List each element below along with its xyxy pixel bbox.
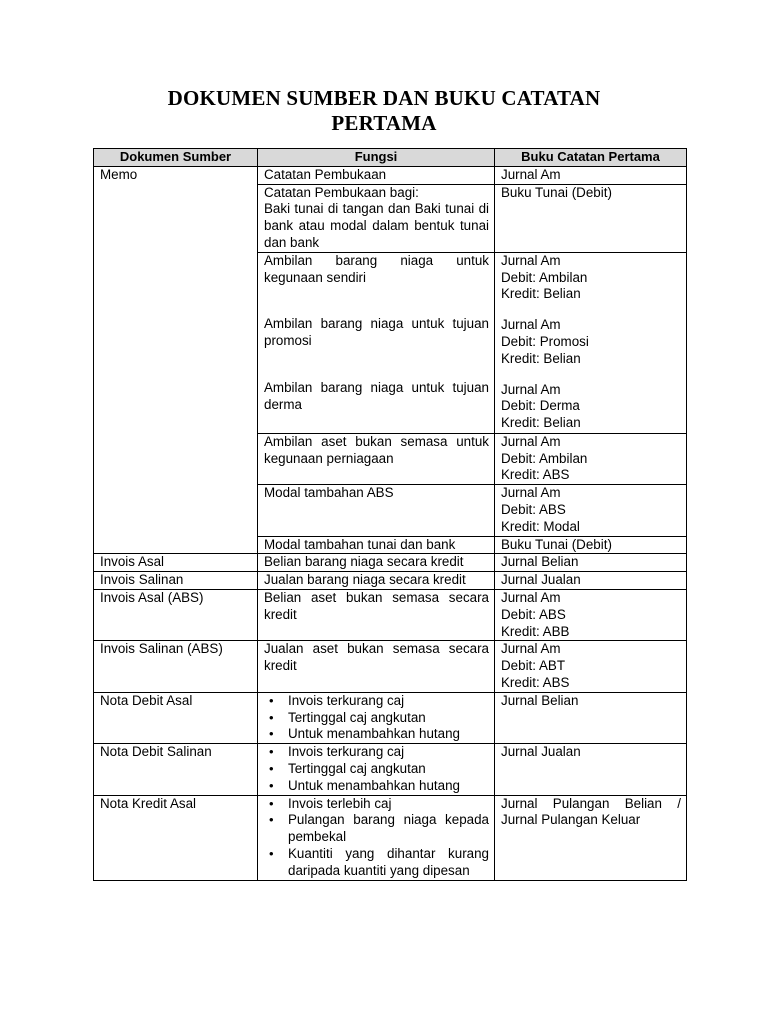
buku-line: Jurnal Am	[501, 252, 561, 268]
fungsi-cell	[258, 744, 495, 795]
list-item: • Untuk menambahkan hutang	[288, 778, 489, 795]
fungsi-cell: Belian aset bukan semasa secara kredit	[258, 589, 495, 640]
buku-cell: Jurnal Belian	[495, 554, 687, 572]
table-row	[94, 692, 687, 743]
title-line-2: PERTAMA	[331, 111, 437, 135]
buku-line: Debit: ABS	[501, 501, 566, 517]
buku-cell: Buku Tunai (Debit)	[495, 536, 687, 554]
fungsi-cell: Modal tambahan tunai dan bank	[258, 536, 495, 554]
buku-cell: Jurnal Jualan	[495, 744, 687, 795]
doc-cell: Nota Debit Asal	[94, 692, 258, 743]
table-header-row	[94, 149, 687, 167]
fungsi-text: Ambilan barang niaga untuk kegunaan sendiri	[264, 252, 489, 285]
buku-line: Kredit: Belian	[501, 415, 581, 431]
title-line-1: DOKUMEN SUMBER DAN BUKU CATATAN	[167, 86, 601, 110]
fungsi-body: Baki tunai di tangan dan Baki tunai di bank atau modal dalam bentuk tunai dan bank	[264, 201, 489, 250]
fungsi-cell	[258, 252, 495, 433]
buku-line: Debit: ABS	[501, 606, 566, 622]
document-title	[0, 86, 768, 136]
doc-cell: Nota Kredit Asal	[94, 795, 258, 880]
table-row	[94, 744, 687, 795]
buku-line: Kredit: ABS	[501, 674, 570, 690]
doc-cell: Invois Asal	[94, 554, 258, 572]
buku-line: Kredit: ABS	[501, 467, 570, 483]
buku-cell	[495, 641, 687, 692]
table-row	[94, 166, 687, 184]
fungsi-cell: Jualan barang niaga secara kredit	[258, 572, 495, 590]
list-item: • Invois terlebih caj	[288, 796, 489, 813]
buku-cell	[495, 433, 687, 484]
buku-cell: Jurnal Pulangan Belian / Jurnal Pulangan Keluar	[495, 795, 687, 880]
list-item: • Untuk menambahkan hutang	[288, 726, 489, 743]
buku-cell: Jurnal Jualan	[495, 572, 687, 590]
buku-line: Jurnal Am	[501, 641, 561, 657]
list-item: • Kuantiti yang dihantar kurang daripada kuantiti yang dipesan	[288, 846, 489, 880]
buku-line: Jurnal Am	[501, 381, 561, 397]
buku-line: Debit: Ambilan	[501, 269, 588, 285]
table-row	[94, 572, 687, 590]
fungsi-cell	[258, 795, 495, 880]
fungsi-cell: Catatan Pembukaan	[258, 166, 495, 184]
buku-line: Debit: Derma	[501, 398, 580, 414]
table-row	[94, 589, 687, 640]
buku-cell	[495, 485, 687, 536]
buku-cell: Jurnal Am	[495, 166, 687, 184]
fungsi-cell: Modal tambahan ABS	[258, 485, 495, 536]
fungsi-bullet-list	[264, 744, 489, 794]
list-item: • Pulangan barang niaga kepada pembekal	[288, 812, 489, 846]
fungsi-bullet-list	[264, 796, 489, 880]
fungsi-heading: Catatan Pembukaan bagi:	[264, 184, 419, 200]
table-row	[94, 795, 687, 880]
header-fungsi: Fungsi	[258, 149, 495, 167]
fungsi-cell: Belian barang niaga secara kredit	[258, 554, 495, 572]
fungsi-text: Ambilan barang niaga untuk tujuan promosi	[264, 316, 489, 349]
buku-cell: Jurnal Belian	[495, 692, 687, 743]
buku-line: Jurnal Am	[501, 433, 561, 449]
buku-line: Jurnal Am	[501, 589, 561, 605]
fungsi-cell: Ambilan aset bukan semasa untuk kegunaan perniagaan	[258, 433, 495, 484]
list-item: • Invois terkurang caj	[288, 693, 489, 710]
table-row	[94, 554, 687, 572]
doc-cell: Invois Asal (ABS)	[94, 589, 258, 640]
doc-cell: Invois Salinan	[94, 572, 258, 590]
doc-cell: Invois Salinan (ABS)	[94, 641, 258, 692]
header-buku-catatan: Buku Catatan Pertama	[495, 149, 687, 167]
list-item: • Invois terkurang caj	[288, 744, 489, 761]
buku-line: Kredit: Belian	[501, 350, 581, 366]
buku-line: Kredit: Belian	[501, 286, 581, 302]
buku-line: Jurnal Am	[501, 485, 561, 501]
buku-line: Debit: Promosi	[501, 333, 589, 349]
buku-line: Debit: ABT	[501, 658, 566, 674]
buku-line: Kredit: Modal	[501, 518, 580, 534]
doc-cell: Nota Debit Salinan	[94, 744, 258, 795]
buku-line: Debit: Ambilan	[501, 450, 588, 466]
source-document-table	[93, 148, 687, 881]
fungsi-cell	[258, 692, 495, 743]
list-item: • Tertinggal caj angkutan	[288, 761, 489, 778]
doc-memo: Memo	[94, 166, 258, 554]
buku-line: Jurnal Am	[501, 317, 561, 333]
buku-cell	[495, 252, 687, 433]
buku-line: Kredit: ABB	[501, 623, 570, 639]
buku-cell: Buku Tunai (Debit)	[495, 184, 687, 252]
list-item: • Tertinggal caj angkutan	[288, 710, 489, 727]
fungsi-cell: Jualan aset bukan semasa secara kredit	[258, 641, 495, 692]
fungsi-bullet-list	[264, 693, 489, 743]
fungsi-text: Ambilan barang niaga untuk tujuan derma	[264, 379, 489, 412]
table-row	[94, 641, 687, 692]
buku-cell	[495, 589, 687, 640]
fungsi-cell	[258, 184, 495, 252]
header-dokumen-sumber: Dokumen Sumber	[94, 149, 258, 167]
